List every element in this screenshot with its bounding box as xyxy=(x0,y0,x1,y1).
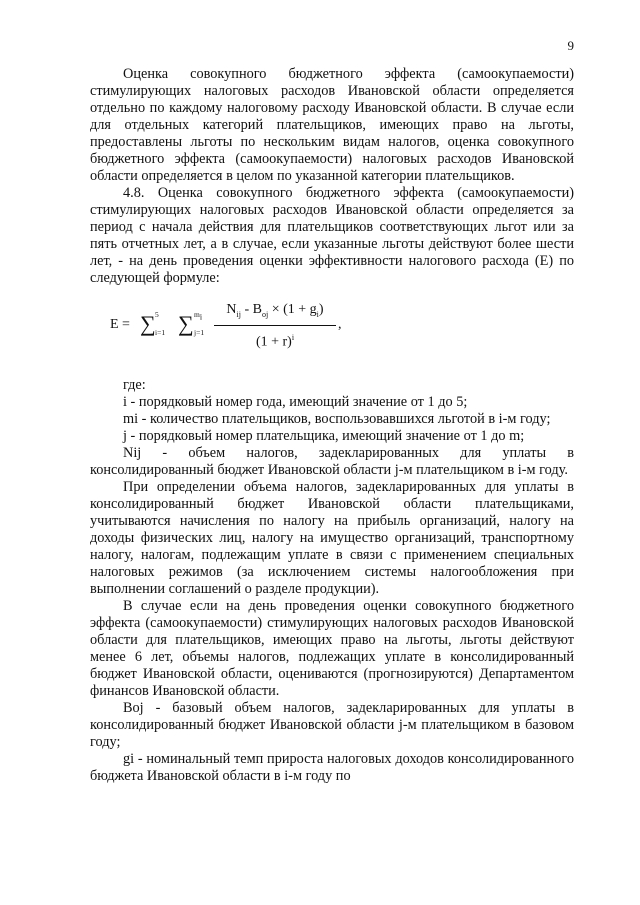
fraction-denominator: $(1 + r)^i$ xyxy=(255,333,295,350)
definition-paragraph: j - порядковый номер плательщика, имеющий значение от 1 до m; xyxy=(123,428,525,444)
definition-paragraph: Nij - объем налогов, задекларированных для уплаты в консолидированный бюджет Ивановской области j-м плательщиком в i-м году. xyxy=(90,445,574,478)
formula-block xyxy=(110,293,574,369)
formula-lhs: E = xyxy=(110,317,130,332)
page-number: 9 xyxy=(567,38,574,53)
definition-paragraph: mi - количество плательщиков, воспользовавшихся льготой в i-м году; xyxy=(123,411,551,427)
paragraph: 4.8. Оценка совокупного бюджетного эффекта (самоокупаемости) стимулирующих налоговых расходов Ивановской области определяется за период с начала действия для плательщиков соответствующих льгот или за пять отчетных лет, а в случае, если указанные льготы действуют более шести лет, - на день проведения оценки эффективности налогового расхода (E) по следующей формуле: xyxy=(90,185,574,286)
sum-upper-limit: 5 xyxy=(155,310,159,319)
formula-comma: , xyxy=(338,317,342,332)
sum-symbol: ∑ xyxy=(178,311,194,336)
paragraph: Оценка совокупного бюджетного эффекта (самоокупаемости) стимулирующих налоговых расходов Ивановской области определяется отдельно по каждому налоговому расходу Ивановской области. В случае если для отдельных категорий плательщиков, имеющих право на льготы, предоставлены льготы по нескольким видам налогов, оценка совокупного бюджетного эффекта (самоокупаемости) налоговых расходов Ивановской области определяется в целом по указанной категории плательщиков. xyxy=(90,66,574,184)
definitions-list xyxy=(90,377,574,785)
definition-paragraph: i - порядковый номер года, имеющий значение от 1 до 5; xyxy=(123,394,468,410)
definition-paragraph: где: xyxy=(123,377,146,393)
document-body xyxy=(90,66,574,785)
sum-upper-limit: $m_i$ xyxy=(194,310,203,322)
definition-paragraph: В случае если на день проведения оценки совокупного бюджетного эффекта (самоокупаемости) стимулирующих налоговых расходов Ивановской области для плательщиков, имеющих право на льготы, льготы действуют менее 6 лет, объемы налогов, подлежащих уплате в консолидированный бюджет Ивановской области, оцениваются (прогнозируются) Департаментом финансов Ивановской области. xyxy=(90,598,574,699)
sum-symbol: ∑ xyxy=(140,311,156,336)
definition-paragraph: При определении объема налогов, задекларированных для уплаты в консолидированный бюджет Ивановской области плательщиками, учитываются начисления по налогу на прибыль организаций, налогу на доходы физических лиц, налогу на имущество организаций, транспортному налогу, налогам, подлежащим уплате в связи с применением специальных налоговых режимов (за исключением системы налогообложения при выполнении соглашений о разделе продукции). xyxy=(90,479,574,597)
definition-paragraph: Boj - базовый объем налогов, задекларированных для уплаты в консолидированный бюджет Ивановской области j-м плательщиком в базовом году; xyxy=(90,700,574,750)
definition-paragraph: gi - номинальный темп прироста налоговых доходов консолидированного бюджета Ивановской области в i-м году по xyxy=(90,751,574,784)
sum-lower-limit: j=1 xyxy=(194,328,205,337)
fraction-bar xyxy=(214,325,336,326)
sum-lower-limit: i=1 xyxy=(155,328,166,337)
formula-fraction xyxy=(214,301,336,351)
fraction-numerator: $N_{ij} - B_{oj} \times (1 + g_i)$ xyxy=(226,302,324,319)
